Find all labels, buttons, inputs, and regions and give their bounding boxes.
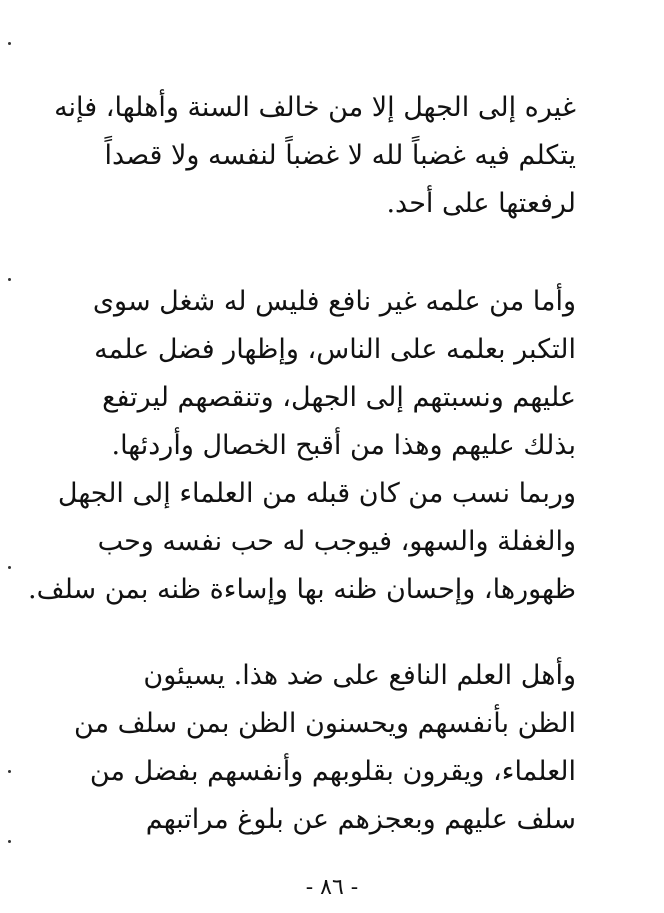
text-line: العلماء، ويقرون بقلوبهم وأنفسهم بفضل من (89, 756, 576, 787)
text-line: ظهورها، وإحسان ظنه بها وإساءة ظنه بمن سلف. (28, 574, 576, 605)
scan-mark (8, 566, 11, 569)
text-line: يتكلم فيه غضباً لله لا غضباً لنفسه ولا قصداً (104, 140, 576, 171)
text-line: غيره إلى الجهل إلا من خالف السنة وأهلها، فإنه (54, 92, 576, 123)
text-line: الظن بأنفسهم ويحسنون الظن بمن سلف من (74, 708, 576, 739)
paragraph-3 (74, 652, 576, 844)
scan-mark (8, 770, 11, 773)
text-line: سلف عليهم وبعجزهم عن بلوغ مراتبهم (145, 804, 576, 835)
paragraph-1 (54, 84, 576, 228)
page-number: - ٨٦ - (305, 875, 359, 900)
scan-mark (8, 840, 11, 843)
text-line: والغفلة والسهو، فيوجب له حب نفسه وحب (97, 526, 576, 557)
scan-mark (8, 42, 11, 45)
text-line: وأهل العلم النافع على ضد هذا. يسيئون (143, 660, 576, 691)
paragraph-2 (28, 278, 576, 614)
text-line: بذلك عليهم وهذا من أقبح الخصال وأردئها. (111, 430, 576, 461)
text-line: التكبر بعلمه على الناس، وإظهار فضل علمه (94, 334, 576, 365)
scan-mark (8, 278, 11, 281)
text-line: وربما نسب من كان قبله من العلماء إلى الجهل (57, 478, 576, 509)
text-line: وأما من علمه غير نافع فليس له شغل سوى (92, 286, 576, 317)
text-line: لرفعتها على أحد. (386, 188, 576, 219)
text-line: عليهم ونسبتهم إلى الجهل، وتنقصهم ليرتفع (102, 382, 576, 413)
